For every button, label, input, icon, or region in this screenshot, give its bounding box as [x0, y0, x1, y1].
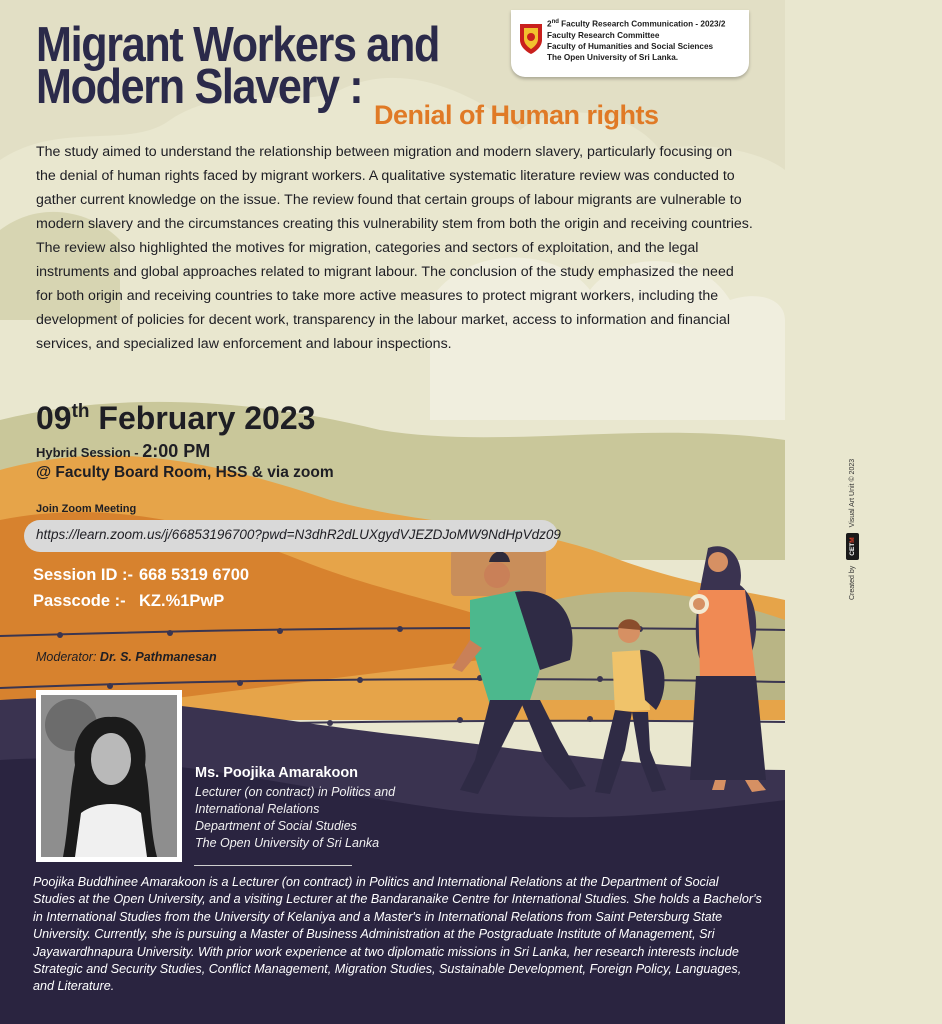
speaker-department: Department of Social Studies	[195, 819, 357, 833]
passcode-value: KZ.%1PwP	[139, 592, 225, 610]
cetm-logo-icon: CETM	[846, 533, 859, 559]
badge-line2: Faculty Research Committee	[547, 30, 660, 40]
zoom-link[interactable]: https://learn.zoom.us/j/66853196700?pwd=N3dhR2dLUXgydVJEZDJoMW9NdHpVdz09	[24, 520, 558, 552]
visual-art-unit-text: Visual Art Unit © 2023	[848, 458, 856, 528]
speaker-portrait-image	[41, 695, 177, 857]
abstract-text: The study aimed to understand the relationship between migration and modern slavery, particularly focusing on the denial of human rights faced by migrant workers. A qualitative systematic literature review was conducted to gather current knowledge on the issue. The review found that certain groups of labour migrants are vulnerable to modern slavery and the circumstances creating this vulnerability stem from both the origin and receiving countries. The review also highlighted the motives for migration, categories and sectors of exploitation, and the legal instruments and global approaches related to migrant labour. The conclusion of the study emphasized the need for both origin and receiving countries to take more active measures to protect migrant workers, including the development of policies for decent work, transparency in the labour market, access to information and financial services, and specialized law enforcement and labour inspections.	[36, 144, 753, 352]
divider	[194, 865, 352, 866]
passcode-label: Passcode :-	[33, 592, 126, 610]
speaker-university: The Open University of Sri Lanka	[195, 836, 380, 850]
created-by-text: Created by	[848, 565, 856, 600]
session-id-row	[33, 566, 249, 585]
session-type: Hybrid Session - 2:00 PM	[36, 441, 211, 461]
speaker-info	[195, 765, 395, 852]
event-date: 09th February 2023	[36, 400, 316, 436]
title-line1: Migrant Workers and	[36, 18, 440, 72]
speaker-photo	[36, 690, 182, 862]
title-line2: Modern Slavery :	[36, 60, 363, 114]
poster-subtitle: Denial of Human rights	[374, 100, 659, 130]
passcode-row	[33, 592, 224, 611]
badge-line3: Faculty of Humanities and Social Sciences	[547, 41, 714, 51]
moderator-line: Moderator: Dr. S. Pathmanesan	[36, 650, 217, 664]
badge-line1: 2nd Faculty Research Communication - 2023/2	[547, 19, 726, 29]
zoom-label: Join Zoom Meeting	[36, 503, 137, 515]
session-id-label: Session ID :-	[33, 566, 133, 584]
session-id-value: 668 5319 6700	[139, 566, 250, 584]
badge-line4: The Open University of Sri Lanka.	[547, 52, 679, 62]
speaker-name: Ms. Poojika Amarakoon	[195, 765, 359, 781]
speaker-role-1: Lecturer (on contract) in Politics and	[195, 785, 396, 799]
moderator-name: Dr. S. Pathmanesan	[99, 650, 217, 664]
speaker-role-2: International Relations	[195, 802, 320, 816]
design-credit	[762, 458, 942, 600]
session-time: 2:00 PM	[142, 441, 211, 461]
speaker-bio: Poojika Buddhinee Amarakoon is a Lecturer (on contract) in Politics and International Relations at the Department of Social Studies at the Open University, and a visiting Lecturer at the Bandaranaike Centre for International Studies. She holds a Bachelor's in International Studies from the University of Kelaniya and a Master's in International Relations from Saint Petersburg State University. Currently, she is pursuing a Master of Business Administration at the Postgraduate Institute of Management, Sri Jayawardhnapura University. With prior work experience at two diplomatic missions in Sri Lanka, her research interests include Strategic and Security Studies, Conflict Management, Migration Studies, Sustainable Development, Foreign Policy, Languages, and Literature.	[33, 875, 762, 994]
venue-text: @ Faculty Board Room, HSS & via zoom	[36, 464, 334, 481]
